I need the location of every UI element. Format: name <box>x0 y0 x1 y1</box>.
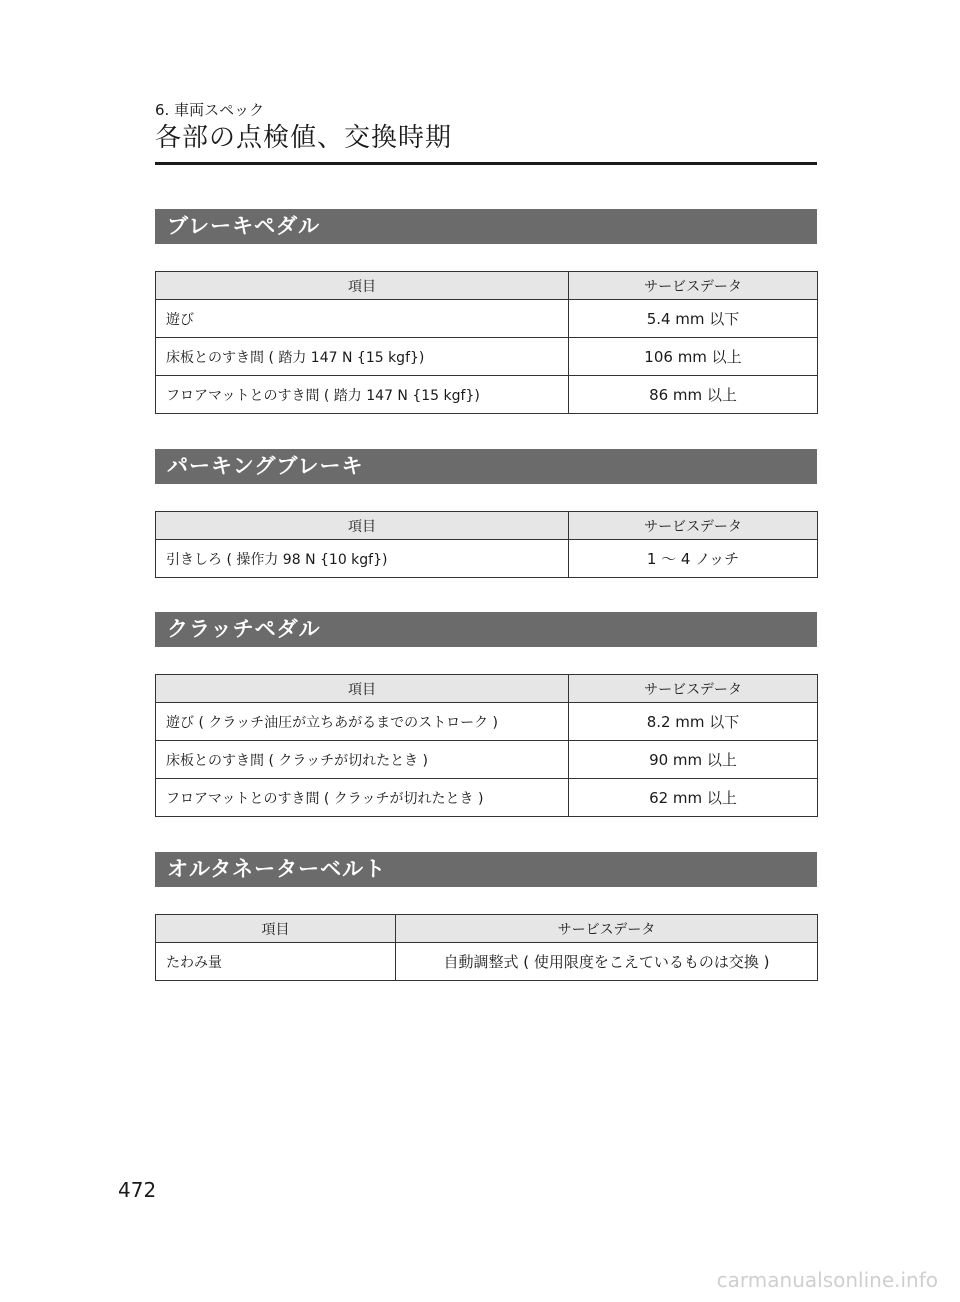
item-cell: 床板とのすき間 ( クラッチが切れたとき ) <box>156 741 569 779</box>
table-header-row <box>156 675 818 703</box>
item-cell: 遊び <box>156 300 569 338</box>
parking-brake-table <box>155 511 818 578</box>
section-heading-brake-pedal: ブレーキペダル <box>155 209 817 244</box>
column-header-item: 項目 <box>156 675 569 703</box>
section-heading-parking-brake: パーキングブレーキ <box>155 449 817 484</box>
page-number: 472 <box>118 1178 157 1202</box>
value-cell: 62 mm 以上 <box>569 779 818 817</box>
table-row <box>156 376 818 414</box>
table-row <box>156 300 818 338</box>
column-header-item: 項目 <box>156 272 569 300</box>
table-row <box>156 338 818 376</box>
item-cell: 床板とのすき間 ( 踏力 147 N {15 kgf}) <box>156 338 569 376</box>
clutch-pedal-table <box>155 674 818 817</box>
value-cell: 8.2 mm 以下 <box>569 703 818 741</box>
item-cell: 引きしろ ( 操作力 98 N {10 kgf}) <box>156 540 569 578</box>
section-heading-clutch-pedal: クラッチペダル <box>155 612 817 647</box>
section-heading-alternator-belt: オルタネーターベルト <box>155 852 817 887</box>
page-header <box>155 100 817 162</box>
table-header-row <box>156 272 818 300</box>
value-cell: 106 mm 以上 <box>569 338 818 376</box>
table-row <box>156 703 818 741</box>
table-header-row <box>156 512 818 540</box>
table-row <box>156 779 818 817</box>
column-header-data: サービスデータ <box>569 675 818 703</box>
column-header-data: サービスデータ <box>396 915 818 943</box>
table-header-row <box>156 915 818 943</box>
brake-pedal-table <box>155 271 818 414</box>
column-header-data: サービスデータ <box>569 272 818 300</box>
page-title: 各部の点検値、交換時期 <box>155 123 453 153</box>
column-header-item: 項目 <box>156 915 396 943</box>
table-row <box>156 741 818 779</box>
value-cell: 自動調整式 ( 使用限度をこえているものは交換 ) <box>396 943 818 981</box>
value-cell: 5.4 mm 以下 <box>569 300 818 338</box>
chapter-label: 6. 車両スペック <box>155 101 265 119</box>
item-cell: フロアマットとのすき間 ( 踏力 147 N {15 kgf}) <box>156 376 569 414</box>
item-cell: たわみ量 <box>156 943 396 981</box>
header-divider <box>155 162 817 165</box>
alternator-belt-table <box>155 914 818 981</box>
column-header-item: 項目 <box>156 512 569 540</box>
column-header-data: サービスデータ <box>569 512 818 540</box>
value-cell: 86 mm 以上 <box>569 376 818 414</box>
table-row <box>156 540 818 578</box>
item-cell: 遊び ( クラッチ油圧が立ちあがるまでのストローク ) <box>156 703 569 741</box>
watermark: carmanualsonline.info <box>716 1268 938 1292</box>
table-row <box>156 943 818 981</box>
value-cell: 1 〜 4 ノッチ <box>569 540 818 578</box>
item-cell: フロアマットとのすき間 ( クラッチが切れたとき ) <box>156 779 569 817</box>
value-cell: 90 mm 以上 <box>569 741 818 779</box>
